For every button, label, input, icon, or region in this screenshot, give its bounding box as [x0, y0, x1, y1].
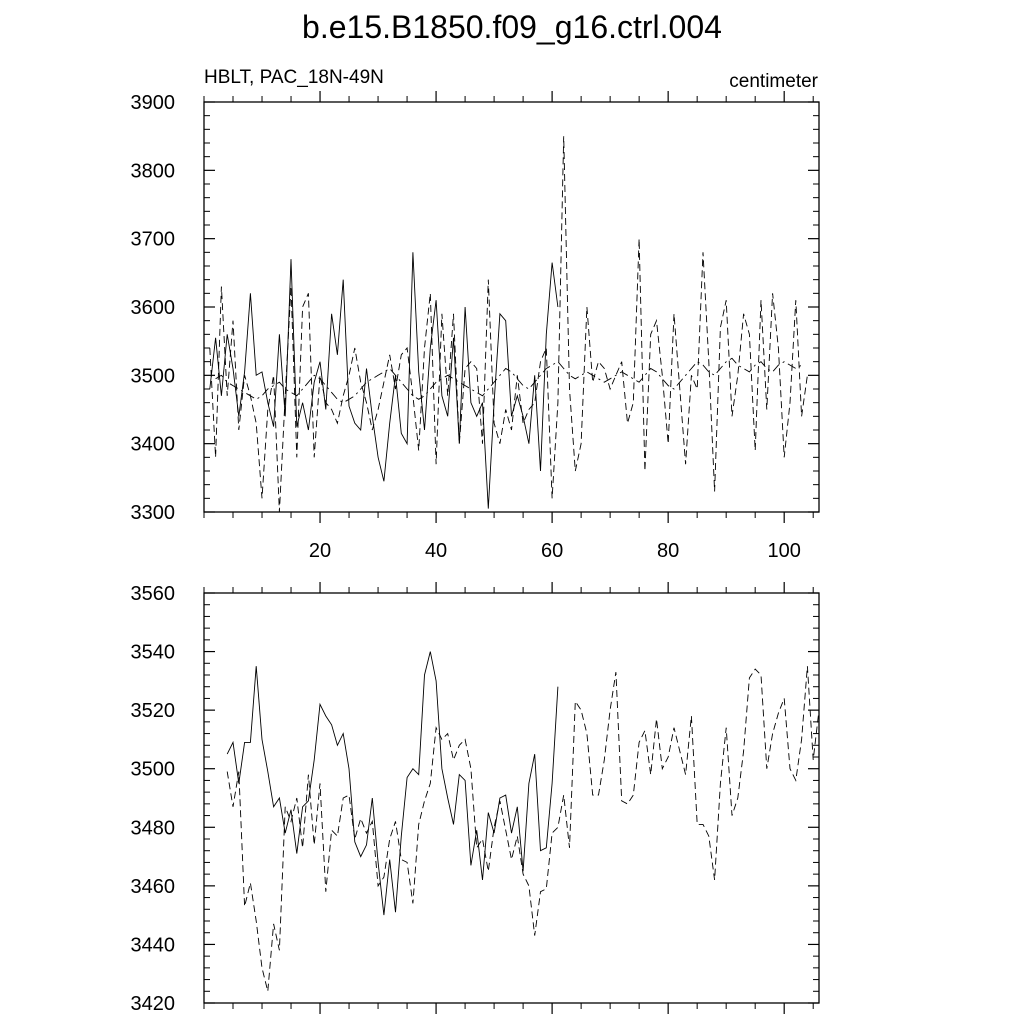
series-line-solid	[210, 252, 558, 508]
x-tick-label: 100	[767, 540, 801, 562]
y-tick-label: 3440	[130, 934, 175, 957]
y-tick-label: 3500	[130, 758, 175, 781]
y-tick-label: 3420	[130, 993, 175, 1015]
y-tick-label: 3500	[130, 365, 175, 388]
y-tick-label: 3560	[130, 583, 175, 605]
x-tick-label: 60	[540, 540, 564, 562]
y-tick-label: 3800	[130, 160, 175, 183]
left-string: HBLT, PAC_18N-49N	[204, 67, 384, 88]
y-tick-label: 3540	[130, 641, 175, 664]
y-tick-label: 3700	[130, 228, 175, 251]
y-tick-label: 3460	[130, 875, 175, 898]
figure-title: b.e15.B1850.f09_g16.ctrl.004	[302, 9, 722, 45]
series-line-solid	[227, 652, 558, 916]
y-tick-label: 3300	[130, 502, 175, 524]
x-tick-label: 40	[424, 540, 448, 562]
y-tick-label: 3520	[130, 700, 175, 723]
panel-bottom	[131, 582, 831, 1015]
x-tick-label: 80	[657, 540, 680, 562]
panel-top	[131, 91, 820, 562]
series-line-dashed	[210, 136, 808, 512]
y-tick-label: 3600	[130, 297, 175, 319]
right-string: centimeter	[729, 71, 818, 92]
y-tick-label: 3480	[130, 817, 175, 840]
series-line-dashed	[227, 666, 830, 991]
plot-frame	[204, 593, 819, 1003]
y-tick-label: 3900	[130, 92, 175, 114]
y-tick-label: 3400	[130, 433, 175, 456]
x-tick-label: 20	[308, 540, 332, 562]
